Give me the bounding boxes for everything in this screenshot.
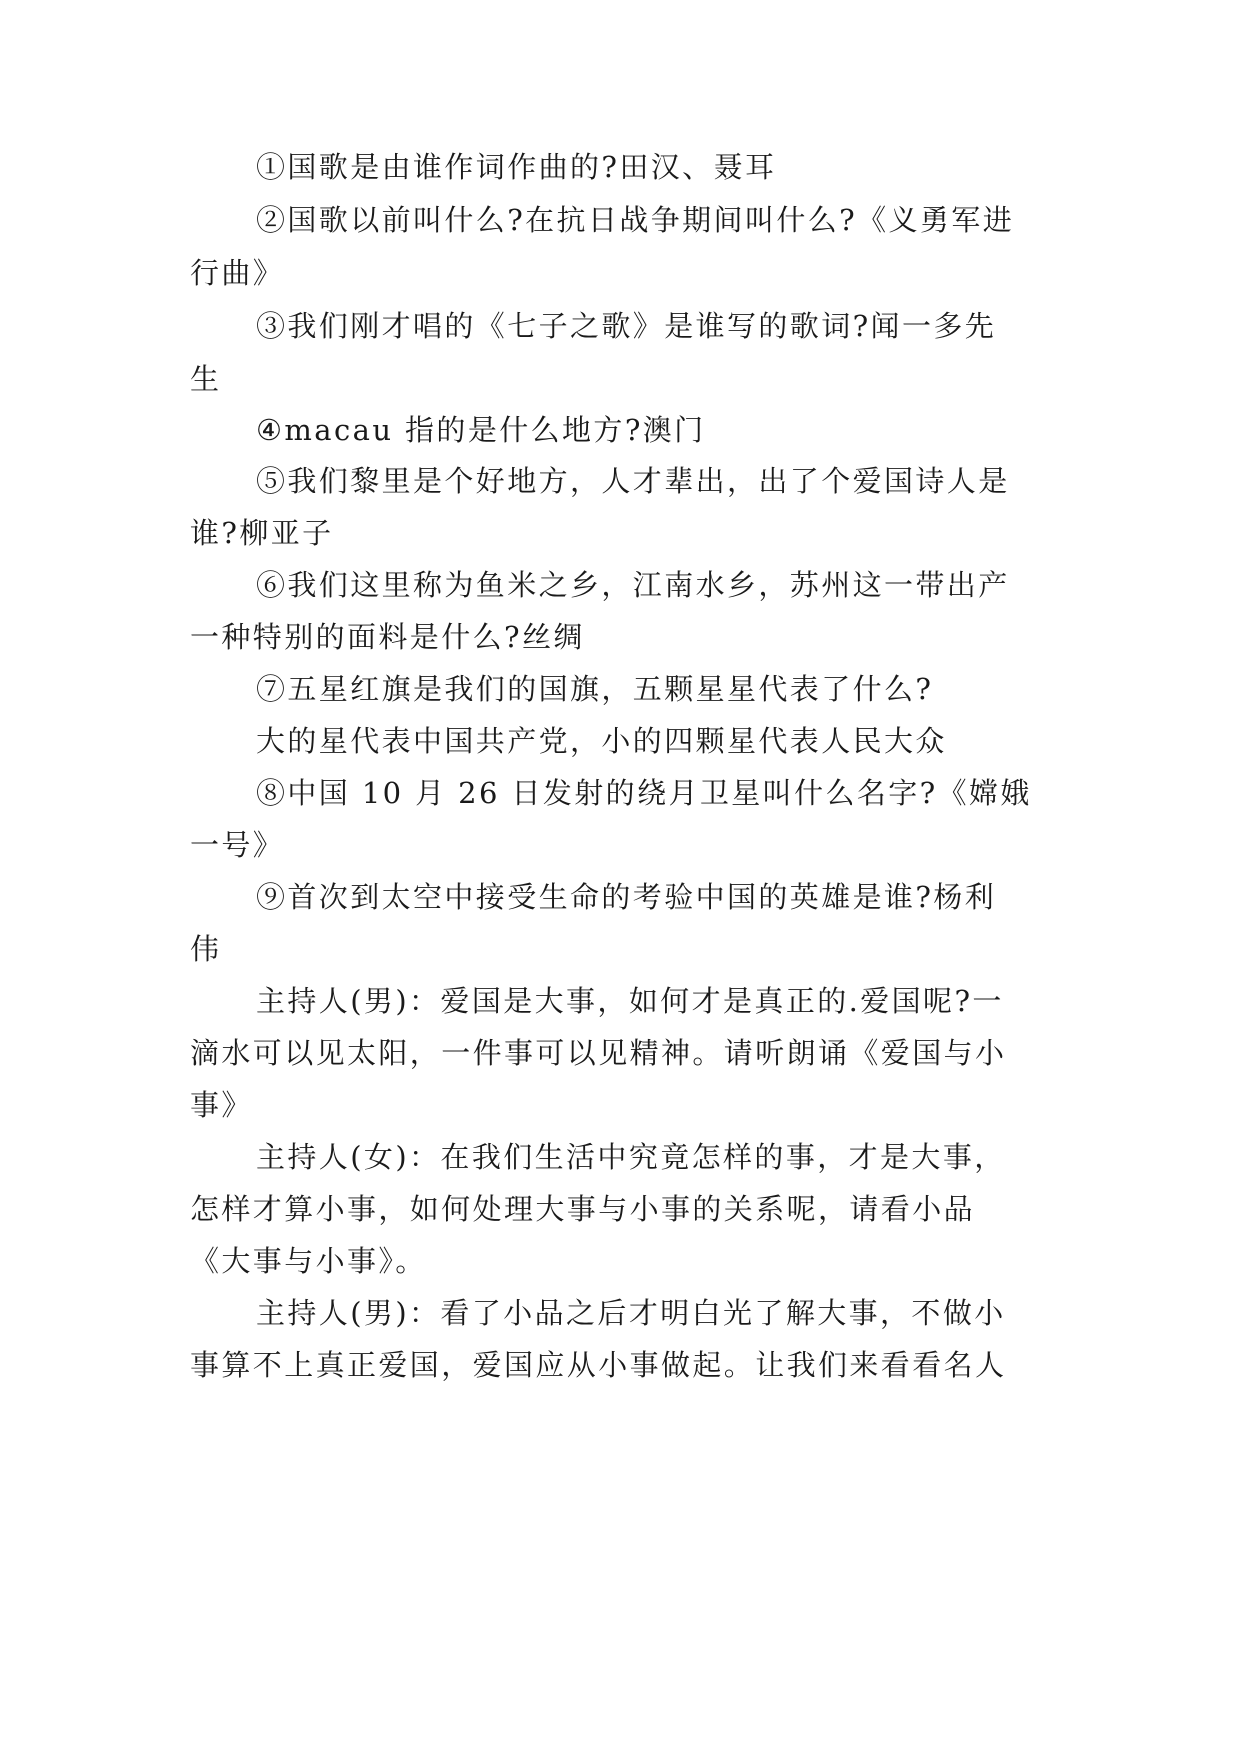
paragraph-line: ⑨首次到太空中接受生命的考验中国的英雄是谁?杨利: [256, 880, 997, 914]
paragraph-line: ④macau 指的是什么地方?澳门: [256, 413, 706, 447]
paragraph-line: 滴水可以见太阳，一件事可以见精神。请听朗诵《爱国与小: [190, 1036, 1007, 1070]
paragraph-line: 行曲》: [190, 256, 285, 290]
paragraph-line: 主持人(男)：爱国是大事，如何才是真正的.爱国呢?一: [256, 984, 1004, 1018]
paragraph-line: ②国歌以前叫什么?在抗日战争期间叫什么?《义勇军进: [256, 203, 1015, 237]
paragraph-line: 伟: [190, 932, 222, 966]
paragraph-line: ①国歌是由谁作词作曲的?田汉、聂耳: [256, 150, 777, 184]
paragraph-line: ③我们刚才唱的《七子之歌》是谁写的歌词?闻一多先: [256, 309, 997, 343]
paragraph-line: 谁?柳亚子: [190, 516, 334, 550]
paragraph-line: 主持人(女)：在我们生活中究竟怎样的事，才是大事，: [256, 1140, 1006, 1174]
paragraph-line: 一号》: [190, 828, 285, 862]
paragraph-line: 大的星代表中国共产党，小的四颗星代表人民大众: [256, 724, 947, 758]
paragraph-line: ⑧中国 10 月 26 日发射的绕月卫星叫什么名字?《嫦娥: [256, 776, 1032, 810]
paragraph-line: ⑦五星红旗是我们的国旗，五颗星星代表了什么?: [256, 672, 934, 706]
paragraph-line: 事算不上真正爱国，爱国应从小事做起。让我们来看看名人: [190, 1348, 1007, 1382]
paragraph-line: ⑤我们黎里是个好地方，人才辈出，出了个爱国诗人是: [256, 464, 1010, 498]
paragraph-line: ⑥我们这里称为鱼米之乡，江南水乡，苏州这一带出产: [256, 568, 1010, 602]
paragraph-line: 《大事与小事》。: [190, 1244, 427, 1278]
paragraph-line: 一种特别的面料是什么?丝绸: [190, 620, 585, 654]
paragraph-line: 怎样才算小事，如何处理大事与小事的关系呢，请看小品: [190, 1192, 976, 1226]
paragraph-line: 事》: [190, 1088, 253, 1122]
paragraph-line: 生: [190, 362, 222, 396]
paragraph-line: 主持人(男)：看了小品之后才明白光了解大事，不做小: [256, 1296, 1006, 1330]
